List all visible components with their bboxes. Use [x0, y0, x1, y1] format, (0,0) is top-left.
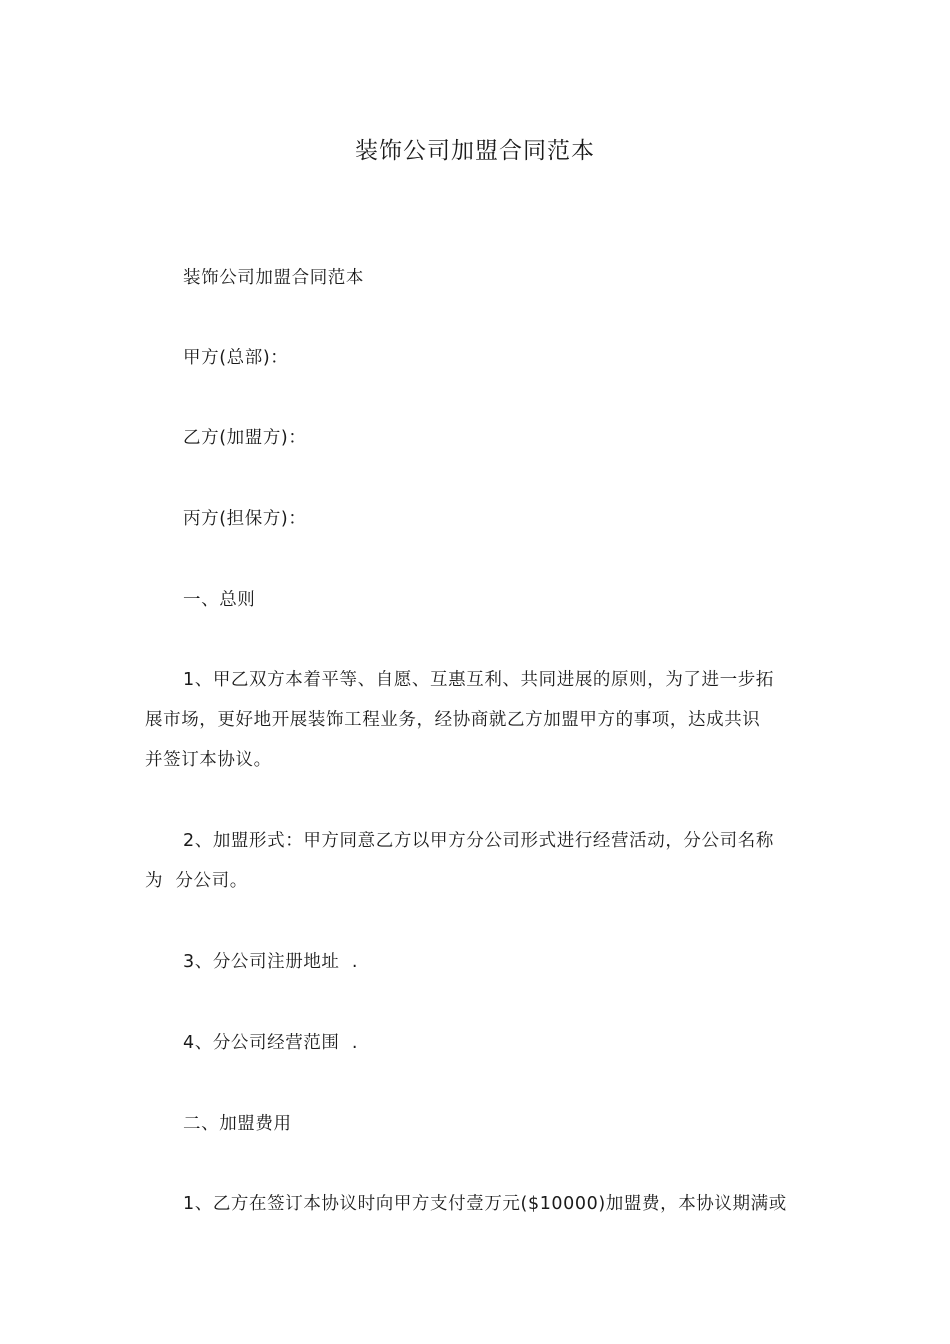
clause-1-2	[145, 821, 805, 901]
party-b-label: 乙方(加盟方)：	[183, 428, 307, 448]
clause-1-2-line-2: 为 分公司。	[145, 871, 248, 891]
party-a-label: 甲方(总部)：	[183, 348, 289, 368]
document-subtitle: 装饰公司加盟合同范本	[183, 268, 364, 288]
clause-1-1	[145, 660, 805, 780]
section-heading-fees: 二、加盟费用	[183, 1114, 292, 1134]
clause-1-1-line-1: 1、甲乙双方本着平等、自愿、互惠互利、共同进展的原则，为了进一步拓	[183, 670, 774, 690]
clause-2-1	[145, 1184, 805, 1224]
clause-1-1-line-3: 并签订本协议。	[145, 750, 272, 770]
clause-1-2-line-1: 2、加盟形式：甲方同意乙方以甲方分公司形式进行经营活动，分公司名称	[183, 831, 774, 851]
clause-1-4: 4、分公司经营范围 .	[183, 1033, 359, 1053]
party-c-label: 丙方(担保方)：	[183, 509, 307, 529]
clause-1-1-line-2: 展市场，更好地开展装饰工程业务，经协商就乙方加盟甲方的事项，达成共识	[145, 710, 761, 730]
clause-2-1-line-1: 1、乙方在签订本协议时向甲方支付壹万元($10000)加盟费，本协议期满或	[183, 1194, 787, 1214]
clause-1-3: 3、分公司注册地址 .	[183, 952, 359, 972]
document-title: 装饰公司加盟合同范本	[355, 138, 595, 164]
section-heading-general: 一、总则	[183, 590, 256, 610]
